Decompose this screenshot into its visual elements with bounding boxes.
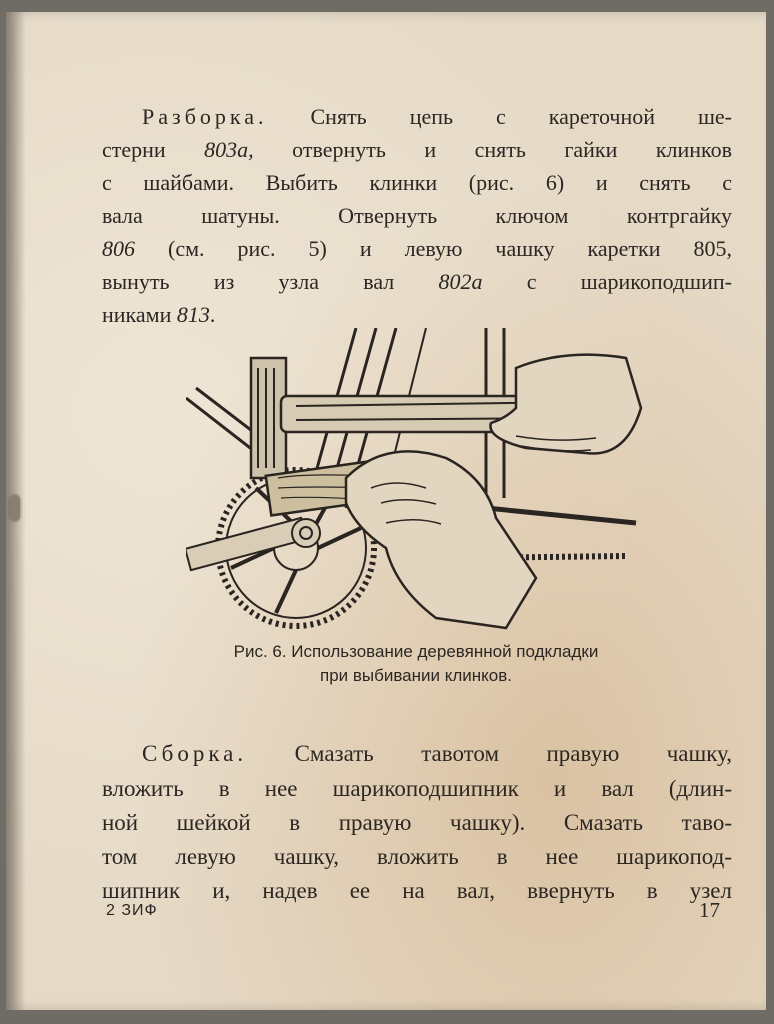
printer-signature: 2 ЗИФ bbox=[106, 902, 158, 919]
section-heading-assembly: Сборка. bbox=[142, 741, 248, 766]
paragraph-line: том левую чашку, вложить в нее шарикопод- bbox=[102, 844, 732, 869]
paragraph-line: стерни 803а, отвернуть и снять гайки клинков bbox=[102, 137, 732, 162]
paragraph-line: вложить в нее шарикоподшипник и вал (длин- bbox=[102, 776, 732, 801]
paragraph-line: ной шейкой в правую чашку). Смазать таво- bbox=[102, 810, 732, 835]
paragraph-line: вала шатуны. Отвернуть ключом контргайку bbox=[102, 203, 732, 228]
paragraph-line: Сборка. Смазать тавотом правую чашку, bbox=[142, 741, 733, 766]
figure-caption-line2: при выбивании клинков. bbox=[319, 666, 513, 685]
paragraph-line: шипник и, надев ее на вал, ввернуть в узел bbox=[102, 878, 732, 903]
paragraph-line: никами 813. bbox=[102, 302, 216, 327]
page-number: 17 bbox=[699, 898, 720, 922]
paragraph-line: 806 (см. рис. 5) и левую чашку каретки 805, bbox=[102, 236, 732, 261]
binding-staple bbox=[10, 495, 20, 521]
section-heading-disassembly: Разборка. bbox=[142, 104, 268, 129]
figure-caption-line1: Рис. 6. Использование деревянной подкладки bbox=[233, 642, 599, 661]
paragraph-line: Разборка. Снять цепь с кареточной ше- bbox=[142, 104, 733, 129]
paragraph-line: с шайбами. Выбить клинки (рис. 6) и снять с bbox=[102, 170, 732, 195]
paragraph-line: вынуть из узла вал 802а с шарикоподшип- bbox=[102, 269, 732, 294]
figure-illustration bbox=[186, 328, 644, 630]
book-page bbox=[6, 12, 766, 1010]
